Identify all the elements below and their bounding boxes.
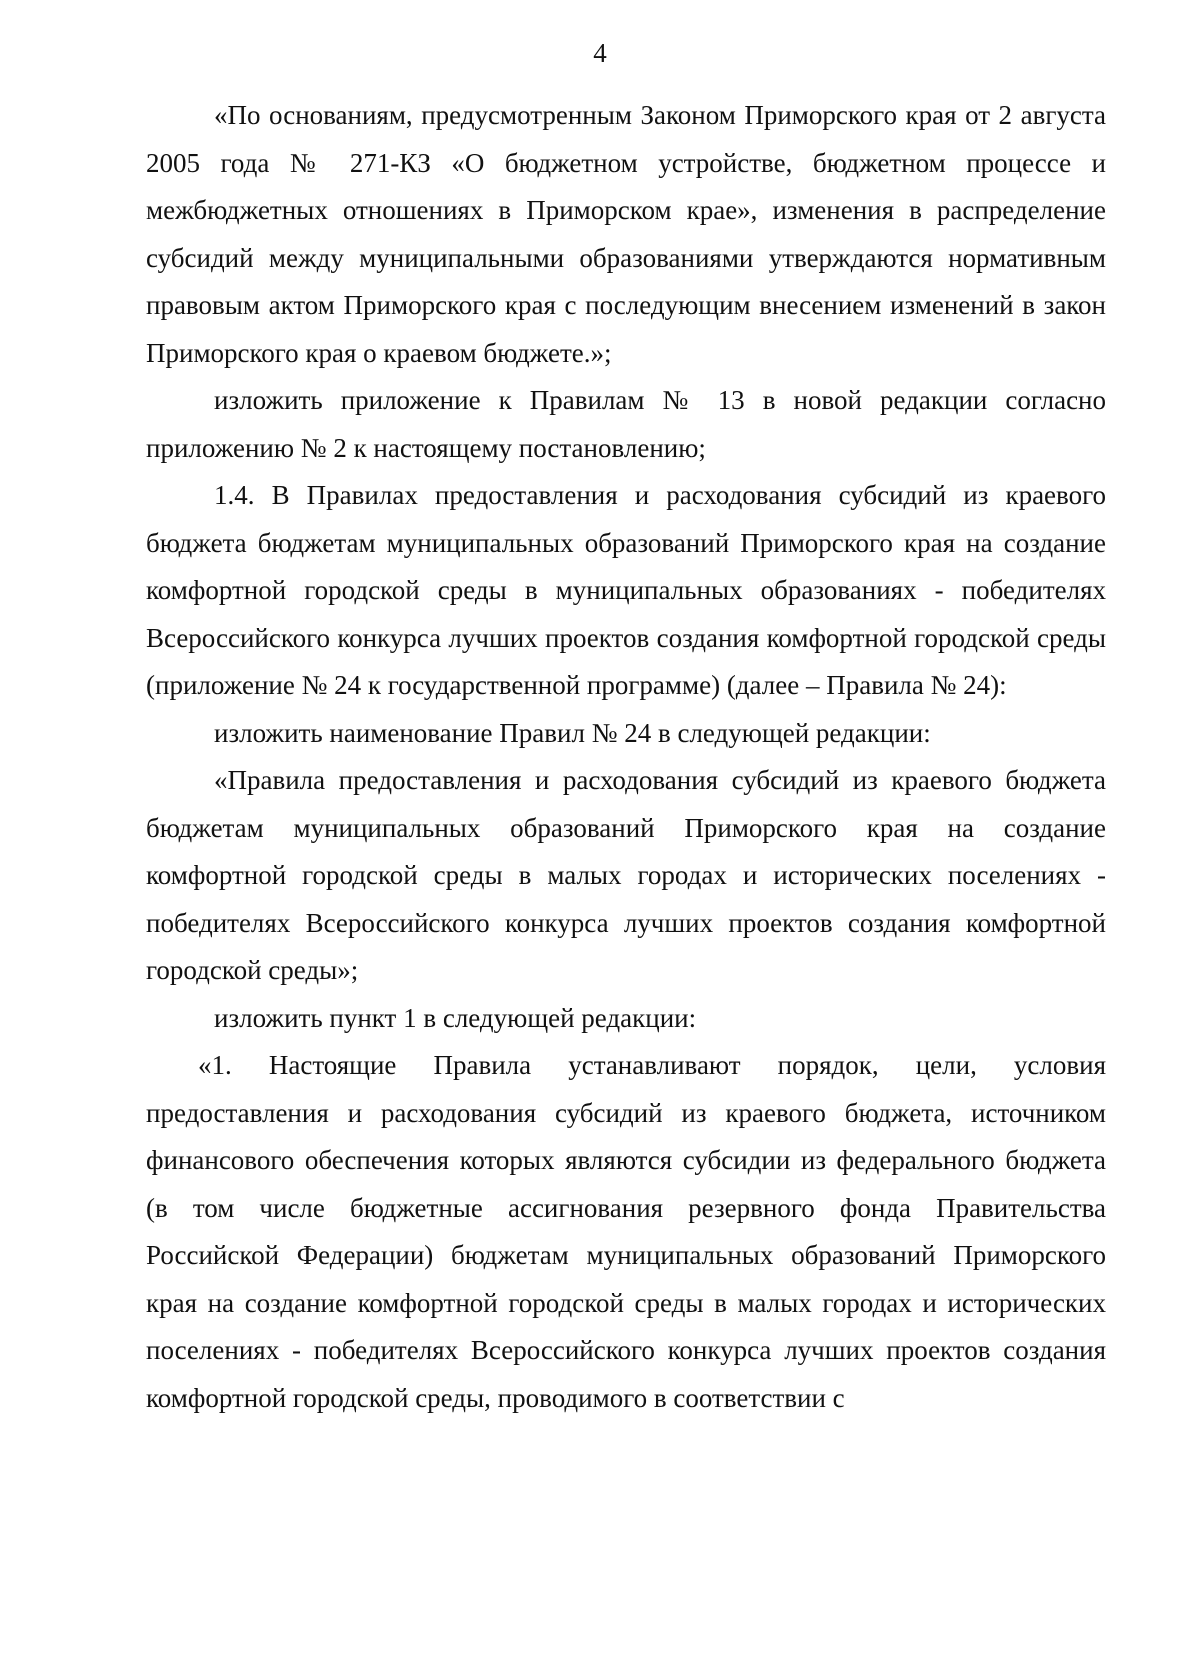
paragraph-section-1-4: 1.4. В Правилах предоставления и расходования субсидий из краевого бюджета бюджетам муниципальных образований Приморского края на создание комфортной городской среды в муниципальных образованиях - победителях Всероссийского конкурса лучших проектов создания комфортной городской среды (приложение № 24 к государственной программе) (далее – Правила № 24): [146, 480, 1106, 700]
paragraph-budget-law-quote: «По основаниям, предусмотренным Законом Приморского края от 2 августа 2005 года № 271-КЗ «О бюджетном устройстве, бюджетном процессе и межбюджетных отношениях в Приморском крае», изменения в распределение субсидий между муниципальными образованиями утверждаются нормативным правовым актом Приморского края с последующим внесением изменений в закон Приморского края о краевом бюджете.»; [146, 100, 1106, 368]
paragraph-rename-rules-24: изложить наименование Правил № 24 в следующей редакции: [214, 717, 931, 748]
document-body [146, 92, 1106, 1422]
paragraph-appendix-rules-13: изложить приложение к Правилам № 13 в новой редакции согласно приложению № 2 к настоящему постановлению; [146, 385, 1106, 463]
page-number: 4 [593, 38, 607, 68]
paragraph-amend-point-1: изложить пункт 1 в следующей редакции: [214, 1002, 697, 1033]
paragraph-point-1-text: «1. Настоящие Правила устанавливают порядок, цели, условия предоставления и расходования субсидий из краевого бюджета, источником финансового обеспечения которых являются субсидии из федерального бюджета (в том числе бюджетные ассигнования резервного фонда Правительства Российской Федерации) бюджетам муниципальных образований Приморского края на создание комфортной городской среды в малых городах и исторических поселениях - победителях Всероссийского конкурса лучших проектов создания комфортной городской среды, проводимого в соответствии с [146, 1050, 1106, 1413]
paragraph-new-rules-title: «Правила предоставления и расходования субсидий из краевого бюджета бюджетам муниципальных образований Приморского края на создание комфортной городской среды в малых городах и исторических поселениях - победителях Всероссийского конкурса лучших проектов создания комфортной городской среды»; [146, 765, 1106, 985]
